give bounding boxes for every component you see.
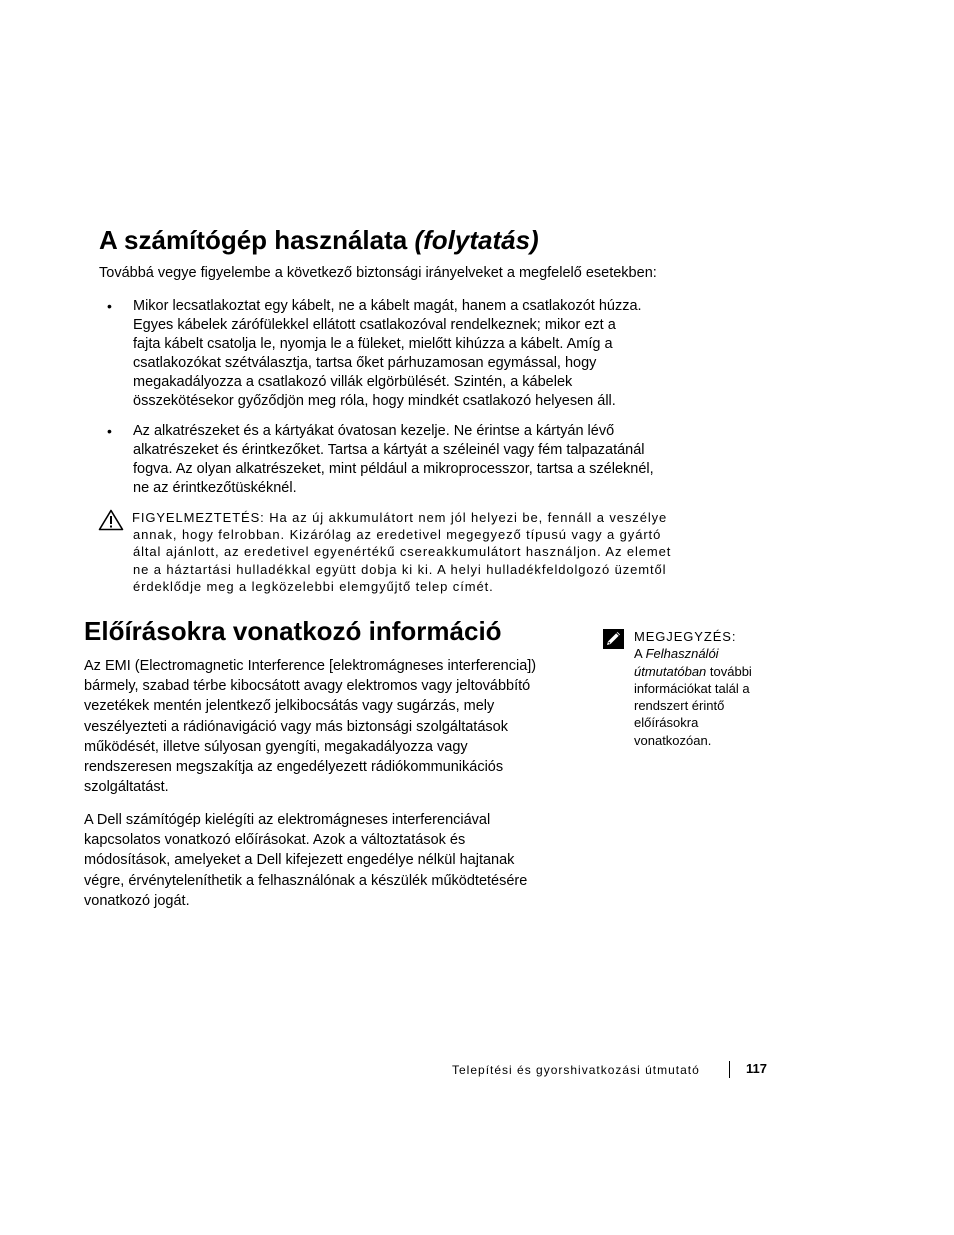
text-line: Mikor lecsatlakoztat egy kábelt, ne a kábelt magát, hanem a csatlakozót húzza. <box>133 298 642 314</box>
paragraph-emi <box>84 656 584 797</box>
text-line: rendszeresen megszakítja az engedélyezett rádiókommunikációs <box>84 759 504 776</box>
text-line: megakadályozza a csatlakozó villák elgörbülését. Szintén, a kábelek <box>133 373 573 390</box>
section-title: Előírásokra vonatkozó információ <box>84 616 502 646</box>
note-block <box>634 628 774 749</box>
text-line: veszélyezteti a rádiónavigáció vagy más biztonsági szolgáltatások <box>84 718 508 735</box>
bullet-text <box>133 297 733 410</box>
text-line: kapcsolatos vonatkozó előírásokat. Azok a változtatások és <box>84 832 466 849</box>
text-line: fogva. Az olyan alkatrészeket, mint például a mikroprocesszor, tartsa a széleknél, <box>133 460 654 477</box>
text-line: annak, hogy felrobban. Kizárólag az eredetivel megegyező típusú vagy a gyártó <box>133 527 662 543</box>
bullet-text <box>133 422 733 498</box>
note-pencil-icon <box>603 629 624 649</box>
note-line <box>634 663 774 680</box>
note-line: rendszert érintő <box>634 698 725 714</box>
paragraph-dell <box>84 810 584 911</box>
bullet-icon: • <box>107 423 112 439</box>
text-line: vonatkozó jogát. <box>84 892 190 909</box>
text-line: Az EMI (Electromagnetic Interference [elektromágneses interferencia]) <box>84 658 537 674</box>
title-continued: (folytatás) <box>414 225 539 255</box>
text-line: Egyes kábelek zárófülekkel ellátott csatlakozóval rendelkeznek; mikor ezt a <box>133 316 616 333</box>
page-title <box>99 222 539 258</box>
text-line: összekötésekor győződjön meg róla, hogy mindkét csatlakozó helyesen áll. <box>133 392 616 409</box>
text-fragment: A <box>634 646 646 662</box>
text-line: A Dell számítógép kielégíti az elektromágneses interferenciával <box>84 812 491 828</box>
text-line: Ha az új akkumulátort nem jól helyezi be, fennáll a veszélye <box>264 510 668 525</box>
note-line: vonatkozóan. <box>634 732 712 748</box>
text-line: működését, illetve súlyosan gyengíti, megakadályozza vagy <box>84 738 468 755</box>
note-line <box>634 645 774 662</box>
text-line: érdeklődje meg a legközelebbi elemgyűjtő telep címét. <box>133 578 494 594</box>
footer-divider <box>729 1061 730 1078</box>
text-line: Az alkatrészeket és a kártyákat óvatosan kezelje. Ne érintse a kártyán lévő <box>133 423 615 439</box>
text-line: ne a háztartási hulladékkal együtt dobja ki ki. A helyi hulladékfeldolgozó üzemtől <box>133 561 667 577</box>
text-line: szolgáltatást. <box>84 779 169 796</box>
warning-block <box>133 509 733 595</box>
title-main: A számítógép használata <box>99 225 415 255</box>
text-line: vezetékek mentén jelentkező jelkibocsátás vagy sugárzás, mely <box>84 698 495 715</box>
intro-text: Továbbá vegye figyelembe a következő biztonsági irányelveket a megfelelő esetekben: <box>99 265 657 281</box>
text-line: fajta kábelt csatolja le, nyomja le a füleket, mielőtt kihúzza a kábelt. Amíg a <box>133 335 613 352</box>
text-line: végre, érvényteleníthetik a felhasználónak a készülék működtetésére <box>84 872 528 889</box>
page-number: 117 <box>746 1061 767 1076</box>
warning-first-line <box>132 509 733 526</box>
text-line: ne az érintkezőtüskéknél. <box>133 479 297 496</box>
note-label: MEGJEGYZÉS: <box>634 629 737 644</box>
guide-title-italic: Felhasználói <box>645 646 719 662</box>
text-fragment: további <box>706 663 752 679</box>
warning-label: FIGYELMEZTETÉS: <box>132 510 265 525</box>
bullet-icon: • <box>107 298 112 314</box>
text-line: módosítások, amelyeket a Dell kifejezett engedélye nélkül hajtanak <box>84 852 515 869</box>
text-line: alkatrészeket és érintkezőket. Tartsa a kártyát a széleinél vagy fém talpazatánál <box>133 441 645 458</box>
note-line: információkat talál a <box>634 680 750 696</box>
note-line: előírásokra <box>634 715 699 731</box>
text-line: bármely, szabad térbe kibocsátott avagy elektromos vagy jeltovábbító <box>84 678 531 695</box>
warning-triangle-icon <box>98 509 124 531</box>
guide-title-italic: útmutatóban <box>634 663 707 679</box>
text-line: által ajánlott, az eredetivel egyenértékű csereakkumulátort használjon. Az elemet <box>133 544 672 560</box>
footer-guide-title: Telepítési és gyorshivatkozási útmutató <box>452 1063 700 1077</box>
text-line: csatlakozókat szétválasztja, tartsa őket párhuzamosan egymással, hogy <box>133 354 597 371</box>
